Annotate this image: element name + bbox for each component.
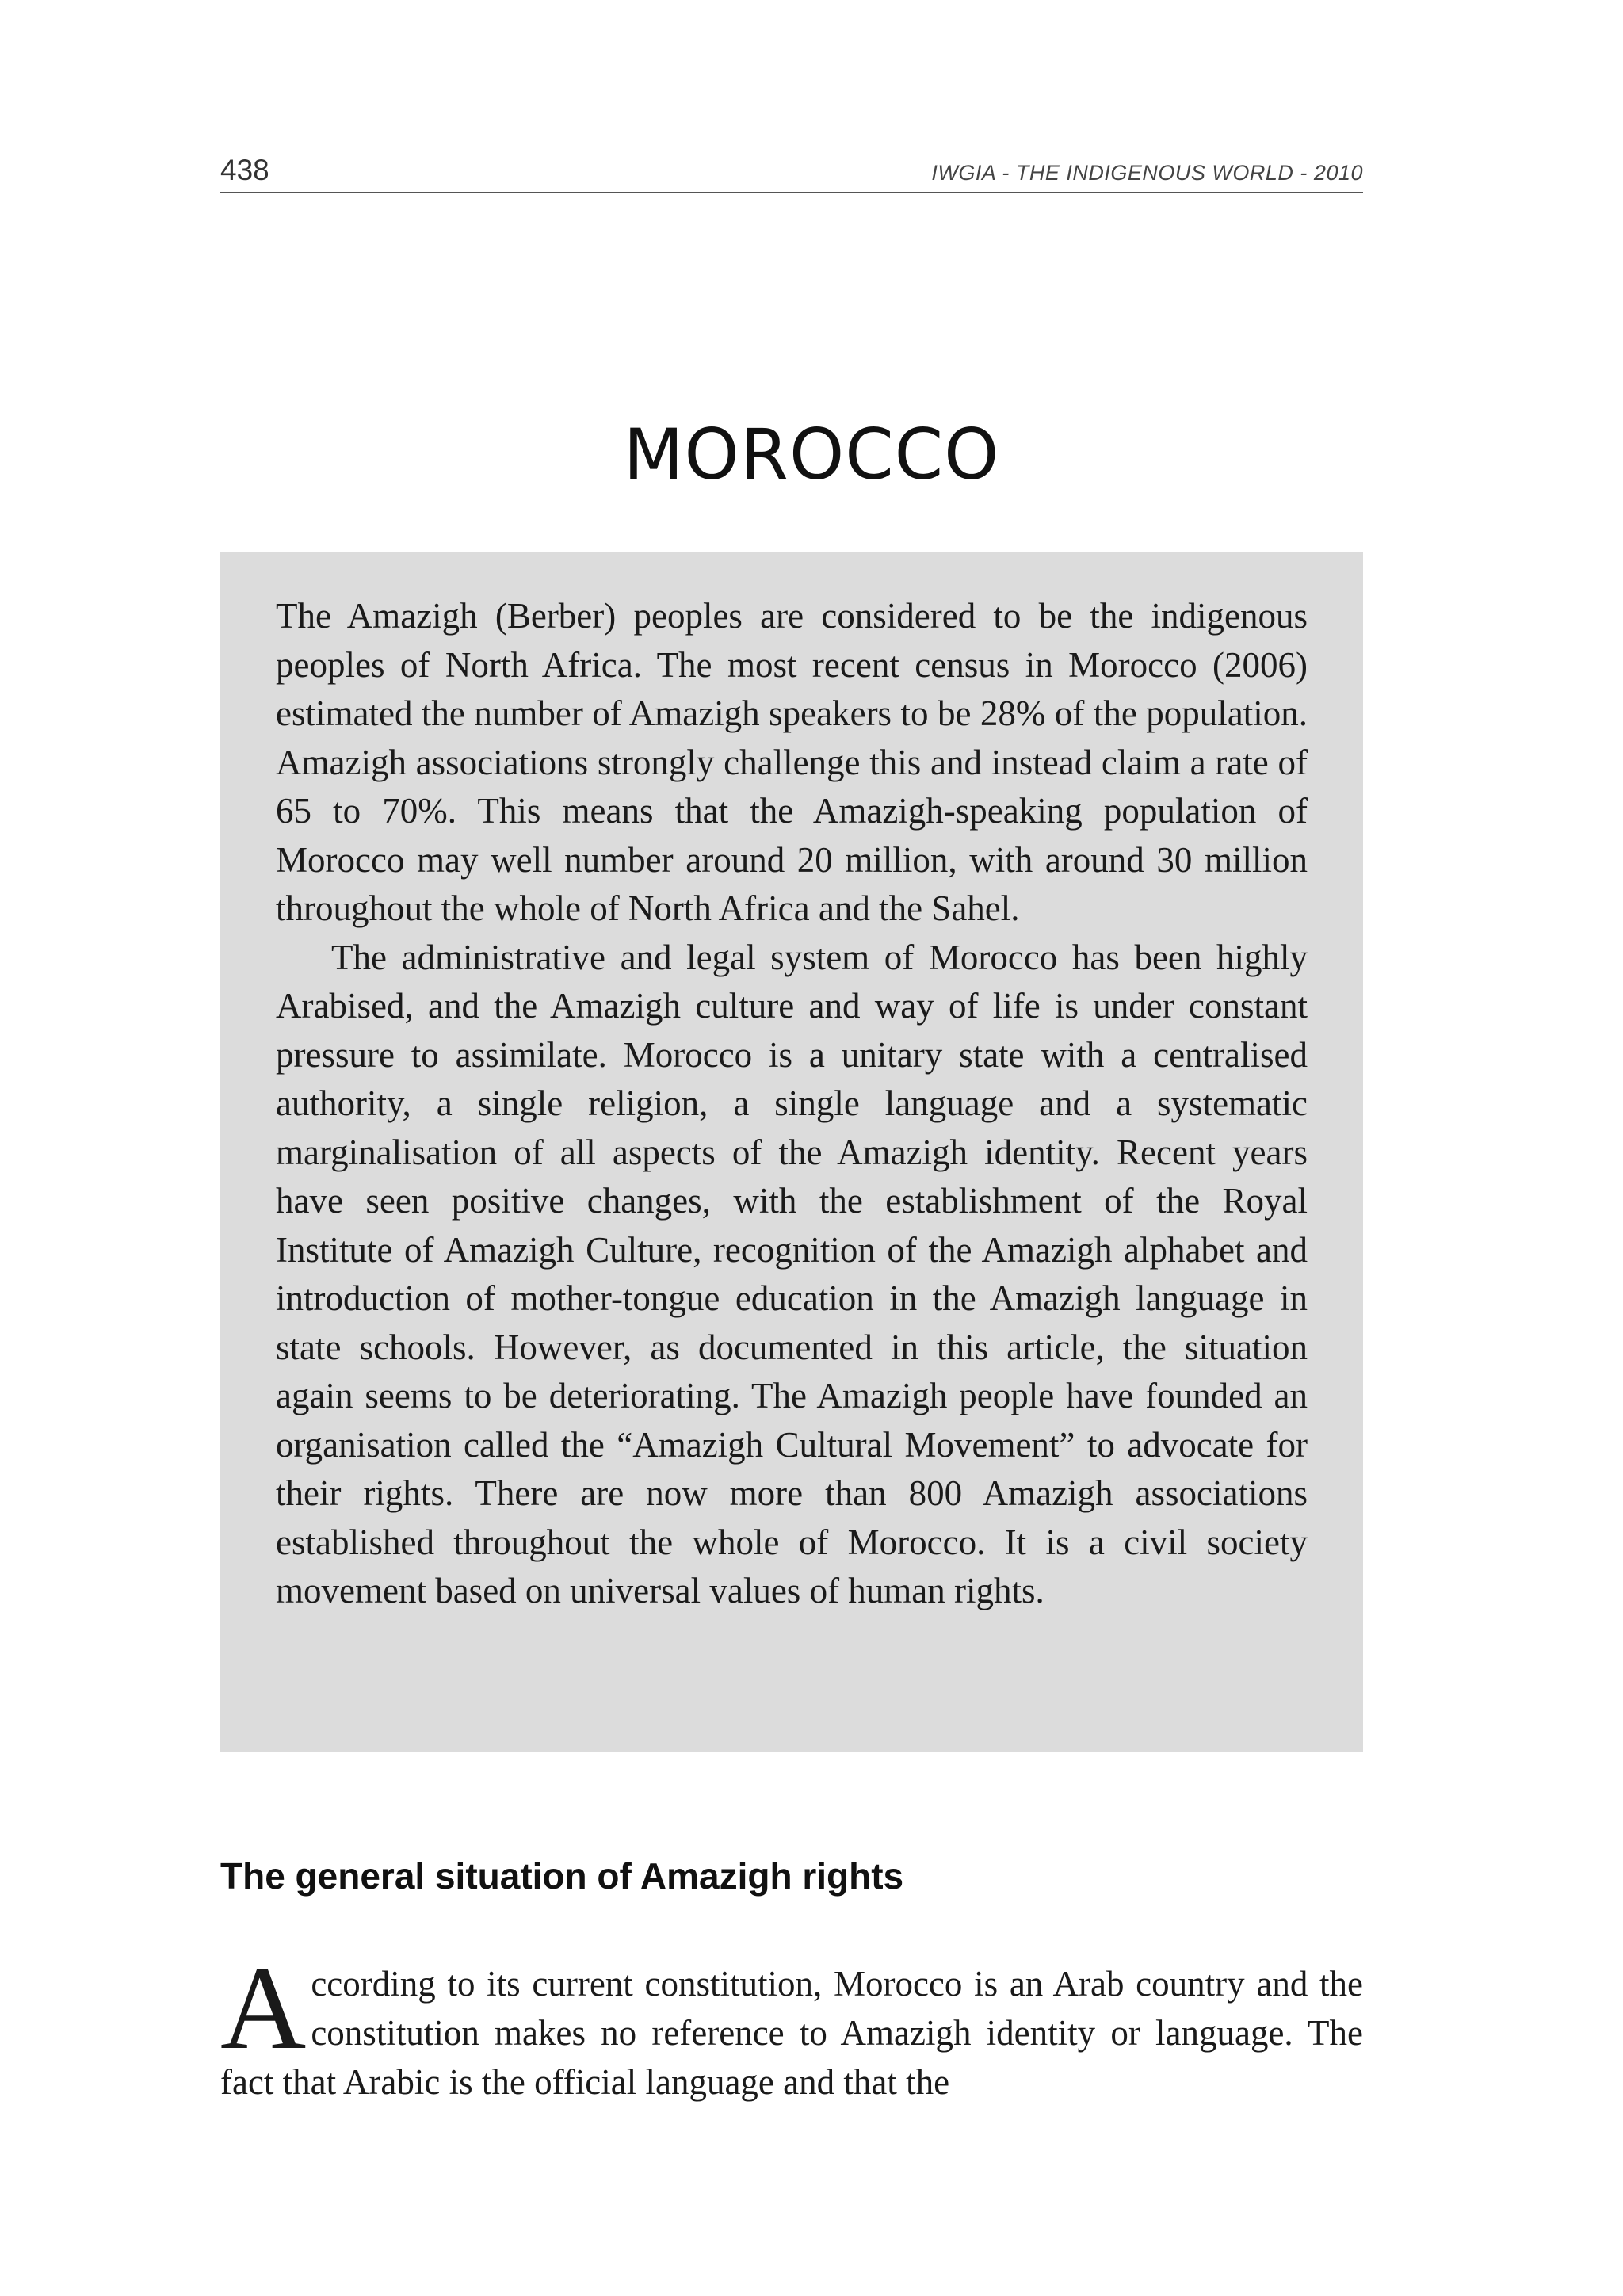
page-number: 438 xyxy=(220,154,269,186)
running-title: IWGIA - THE INDIGENOUS WORLD - 2010 xyxy=(931,161,1363,185)
running-header xyxy=(220,152,1363,193)
drop-cap: A xyxy=(220,1943,307,2074)
summary-box xyxy=(220,552,1363,1752)
summary-paragraph-2: The administrative and legal system of Morocco has been highly Arabised, and the Amazigh culture and way of life is under constant pressure to assimilate. Morocco is a unitary state with a centralised authority, a single religion, a single language and a systematic marginalisation of all aspects of the Amazigh identity. Recent years have seen positive changes, with the establishment of the Royal Institute of Amazigh Culture, recognition of the Amazigh alphabet and introduction of mother-tongue education in the Amazigh language in state schools. However, as documented in this article, the situation again seems to be deteriorating. The Amazigh people have founded an organisation called the “Amazigh Cultural Movement” to advocate for their rights. There are now more than 800 Amazigh associations established throughout the whole of Morocco. It is a civil society movement based on universal values of human rights. xyxy=(276,937,1308,1610)
body-paragraph xyxy=(220,1943,1363,2107)
chapter-title: MOROCCO xyxy=(623,414,1000,495)
summary-paragraph-1: The Amazigh (Berber) peoples are considered to be the indigenous peoples of North Africa. The most recent census in Morocco (2006) estimated the number of Amazigh speakers to be 28% of the population. Amazigh associations strongly challenge this and instead claim a rate of 65 to 70%. This means that the Amazigh-speaking population of Morocco may well number around 20 million, with around 30 million throughout the whole of North Africa and the Sahel. xyxy=(276,596,1308,928)
section-heading: The general situation of Amazigh rights xyxy=(220,1855,904,1897)
body-paragraph-text: ccording to its current constitution, Morocco is an Arab country and the constitution makes no reference to Amazigh identity or language. The fact that Arabic is the official language and that the xyxy=(220,1964,1363,2102)
